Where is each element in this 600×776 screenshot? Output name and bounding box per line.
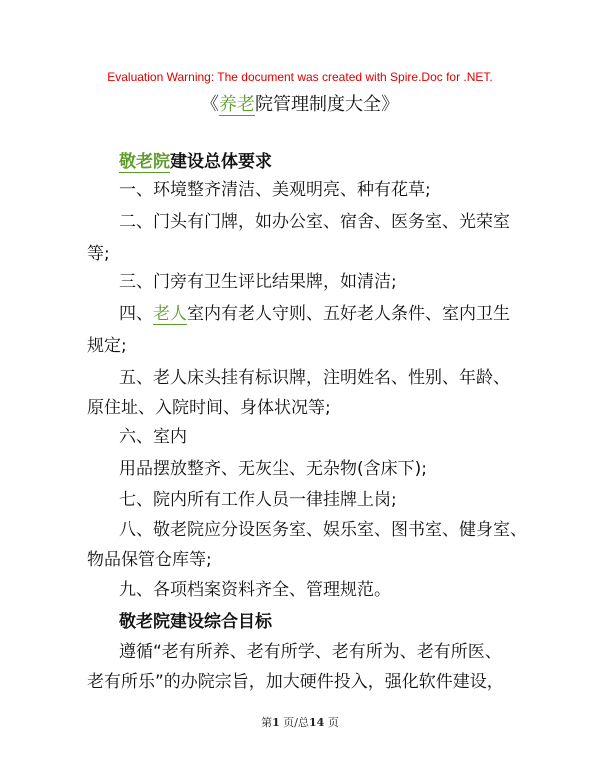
paragraph-line	[119, 302, 510, 326]
section-heading-general-requirements	[119, 150, 272, 174]
paragraph-line: 二、门头有门牌，如办公室、宿舍、医务室、光荣室	[119, 212, 510, 232]
line-rest: 室内有老人守则、五好老人条件、室内卫生	[187, 304, 510, 324]
document-title	[0, 90, 600, 116]
footer-suffix: 页	[324, 716, 339, 729]
section-heading-rest: 建设总体要求	[170, 152, 272, 172]
title-keyword-link[interactable]: 养老	[219, 94, 255, 115]
paragraph-line: 原住址、入院时间、身体状况等;	[87, 398, 331, 418]
paragraph-line: 等;	[87, 244, 110, 264]
paragraph-line: 八、敬老院应分设医务室、娱乐室、图书室、健身室、	[119, 520, 527, 540]
evaluation-warning: Evaluation Warning: The document was created with Spire.Doc for .NET.	[107, 70, 493, 84]
paragraph-line: 规定;	[87, 336, 127, 356]
total-page-count: 14	[309, 716, 325, 729]
footer-mid: 页/总	[279, 716, 310, 729]
footer-prefix: 第	[261, 716, 273, 729]
paragraph-line: 五、老人床头挂有标识牌，注明姓名、性别、年龄、	[119, 368, 510, 388]
line-prefix: 四、	[119, 304, 153, 324]
paragraph-line: 物品保管仓库等;	[87, 550, 212, 570]
title-rest: 院管理制度大全》	[255, 94, 399, 115]
elderly-keyword-link[interactable]: 老人	[153, 304, 187, 324]
paragraph-line: 六、室内	[119, 427, 187, 447]
section-keyword-link[interactable]: 敬老院	[119, 152, 170, 172]
paragraph-line: 三、门旁有卫生评比结果牌，如清洁;	[119, 272, 397, 292]
paragraph-line: 用品摆放整齐、无灰尘、无杂物(含床下);	[119, 459, 427, 479]
paragraph-line: 七、院内所有工作人员一律挂牌上岗;	[119, 490, 397, 510]
current-page-number: 1	[272, 716, 280, 729]
paragraph-line: 老有所乐”的办院宗旨，加大硬件投入，强化软件建设，	[87, 672, 504, 692]
paragraph-line: 九、各项档案资料齐全、管理规范。	[119, 580, 391, 600]
paragraph-line: 一、环境整齐清洁、美观明亮、种有花草;	[119, 180, 431, 200]
page-footer	[0, 714, 600, 730]
title-open-bracket: 《	[201, 94, 219, 115]
paragraph-line: 遵循“老有所养、老有所学、老有所为、老有所医、	[119, 642, 502, 662]
section-heading-comprehensive-goals: 敬老院建设综合目标	[119, 612, 272, 632]
